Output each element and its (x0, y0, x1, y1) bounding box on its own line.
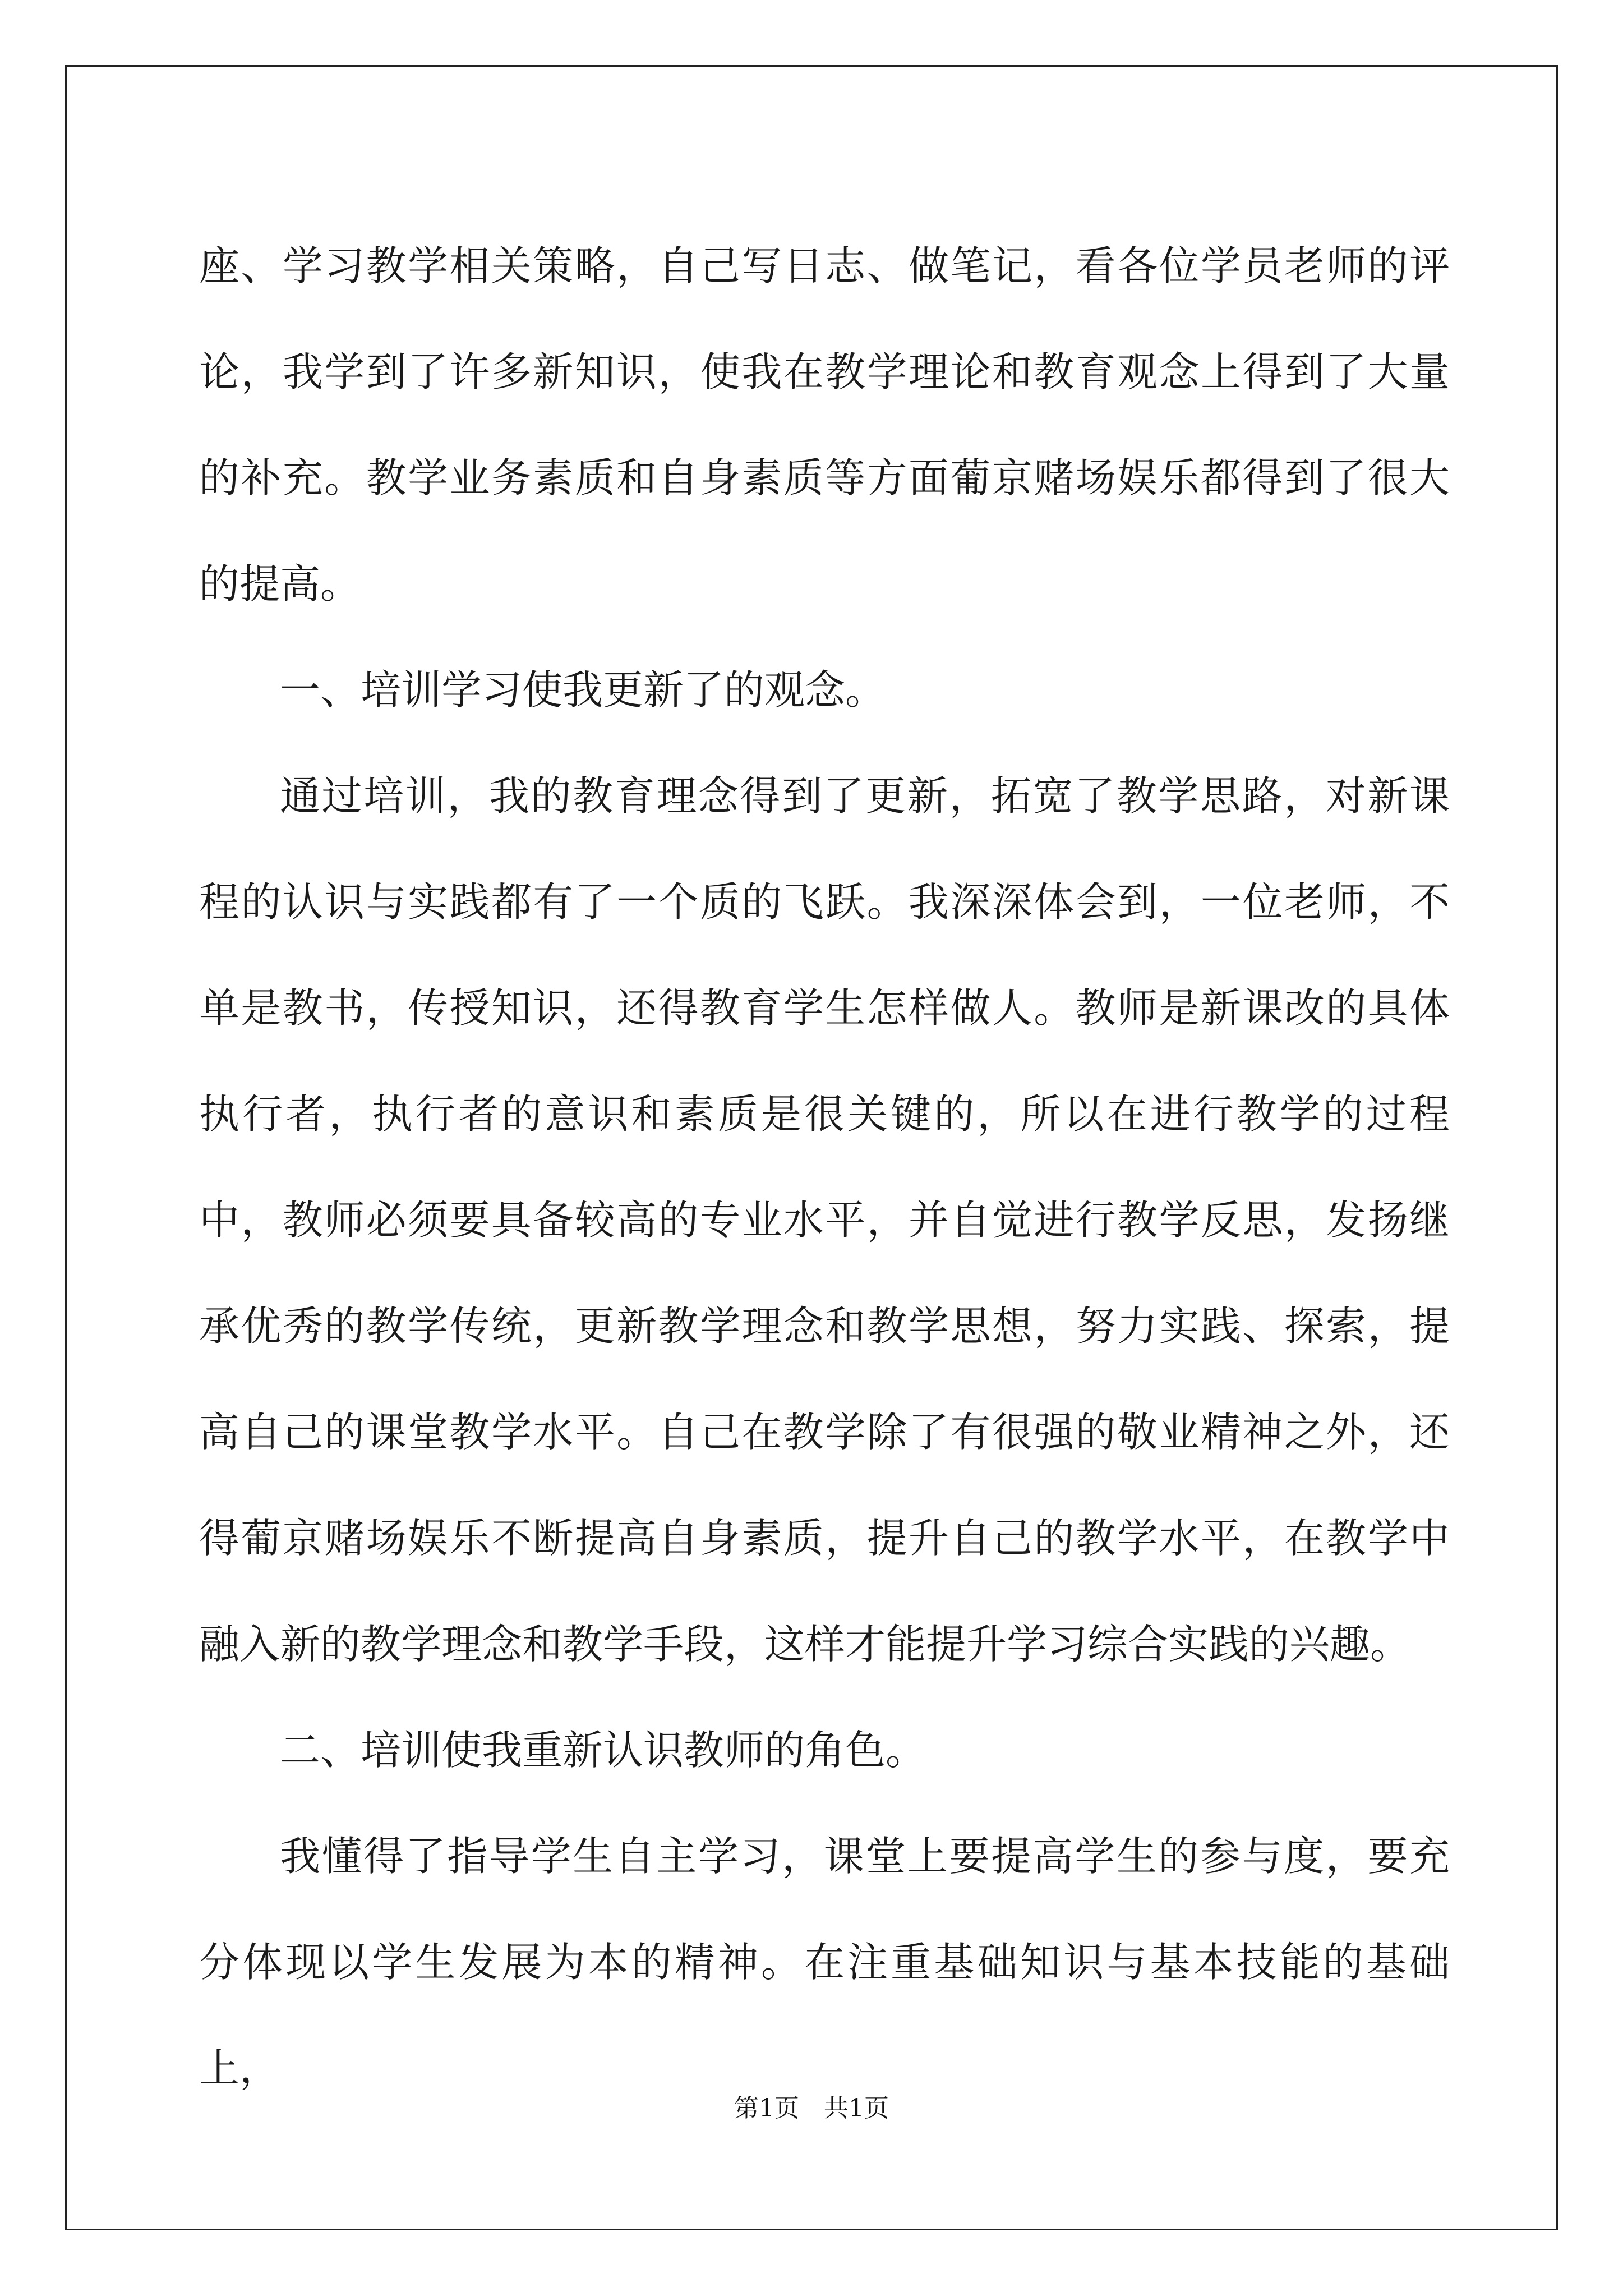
paragraph-training: 通过培训，我的教育理念得到了更新，拓宽了教学思路，对新课程的认识与实践都有了一个质的飞跃。我深深体会到，一位老师，不单是教书，传授知识，还得教育学生怎样做人。教师是新课改的具体执行者，执行者的意识和素质是很关键的，所以在进行教学的过程中，教师必须要具备较高的专业水平，并自觉进行教学反思，发扬继承优秀的教学传统，更新教学理念和教学思想，努力实践、探索，提高自己的课堂教学水平。自己在教学除了有很强的敬业精神之外，还得葡京赌场娱乐不断提高自身素质，提升自己的教学水平，在教学中融入新的教学理念和教学手段，这样才能提升学习综合实践的兴趣。 (199, 772, 1450, 1668)
page-footer: 第1页 共1页 (734, 2094, 889, 2123)
paragraph-student-guidance: 我懂得了指导学生自主学习，课堂上要提高学生的参与度，要充分体现以学生发展为本的精神。在注重基础知识与基本技能的基础上， (199, 1833, 1450, 2092)
document-body (199, 213, 1450, 2122)
section-heading-1: 一、培训学习使我更新了的观念。 (280, 666, 886, 714)
paragraph-continuation: 座、学习教学相关策略，自己写日志、做笔记，看各位学员老师的评论，我学到了许多新知识，使我在教学理论和教育观念上得到了大量的补充。教学业务素质和自身素质等方面葡京赌场娱乐都得到了很大的提高。 (199, 242, 1450, 608)
section-heading-2: 二、培训使我重新认识教师的角色。 (280, 1727, 926, 1774)
